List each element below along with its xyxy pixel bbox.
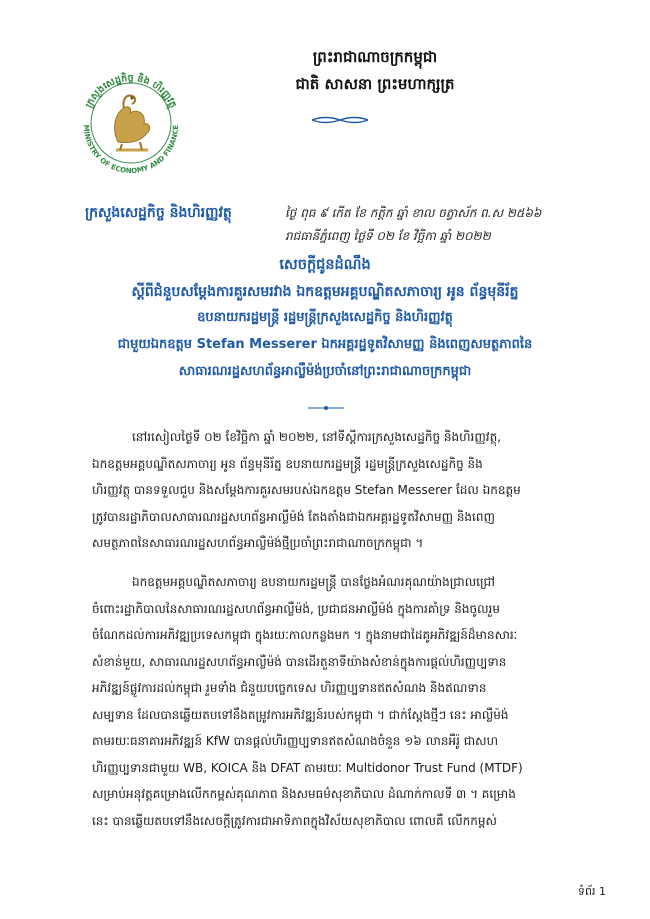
notice-title-line-1: ស្តីពីជំនួបសម្តែងការគួរសមរវាង ឯកឧត្តមអគ្គបណ្ឌិតសភាចារ្យ អូន ព័ន្ធមុនីរ័ត្ន xyxy=(131,284,519,300)
svg-text:ក្រសួងសេដ្ឋកិច្ច និង ហិរញ្ញវត្ xyxy=(84,71,179,110)
ministry-logo xyxy=(72,64,190,182)
p1-line-2: ឯកឧត្តមអគ្គបណ្ឌិតសភាចារ្យ អូន ព័ន្ធមុនីរ័ត្ន ឧបនាយករដ្ឋមន្ត្រី រដ្ឋមន្ត្រីក្រសួងសេដ្ឋកិច្ច និង xyxy=(92,456,483,471)
p2-line-8: ហិរញ្ញប្បទានជាមួយ WB, KOICA និង DFAT តាមរយៈ Multidonor Trust Fund (MTDF) xyxy=(92,760,523,775)
ornament-divider xyxy=(310,112,370,126)
p2-line-1: ឯកឧត្តមអគ្គបណ្ឌិតសភាចារ្យ ឧបនាយករដ្ឋមន្ត្រី បានថ្លែងអំណរគុណយ៉ាងជ្រាលជ្រៅ xyxy=(132,575,495,589)
notice-heading: សេចក្តីជូនដំណឹង xyxy=(279,257,371,273)
p2-line-7: តាមរយៈធនាគារអភិវឌ្ឍន៍ KfW បានផ្តល់ហិរញ្ញប្បទានឥតសំណងចំនួន ១៦ លានអឺរ៉ូ ជាសហ xyxy=(92,734,498,748)
notice-title-line-2: ឧបនាយករដ្ឋមន្ត្រី រដ្ឋមន្ត្រីក្រសួងសេដ្ឋកិច្ច និងហិរញ្ញវត្ថុ xyxy=(197,310,453,325)
solar-date: រាជធានីភ្នំពេញ ថ្ងៃទី ០២ ខែ វិច្ឆិកា ឆ្នាំ ២០២២ xyxy=(285,229,491,243)
p2-line-10: នេះ បានឆ្លើយតបទៅនឹងសេចក្តីត្រូវការជាអាទិភាពក្នុងវិស័យសុខាភិបាល ពោលគឺ លើកកម្ពស់ xyxy=(92,813,497,828)
p1-line-4: ត្រូវបានរដ្ឋាភិបាលសាធារណរដ្ឋសហព័ន្ធអាល្លឺម៉ង់ តែងតាំងជាឯកអគ្គរដ្ឋទូតវិសាមញ្ញ និងពេញ xyxy=(92,509,495,524)
notice-title-line-4: សាធារណរដ្ឋសហព័ន្ធអាល្លឺម៉ង់ប្រចាំនៅព្រះរាជាណាចក្រកម្ពុជា xyxy=(178,364,472,379)
p1-line-1: នៅរសៀលថ្ងៃទី ០២ ខែវិច្ឆិកា ឆ្នាំ ២០២២, នៅទីស្តីការក្រសួងសេដ្ឋកិច្ច និងហិរញ្ញវត្ថុ, xyxy=(132,430,502,444)
p2-line-3: ចំណែកដល់ការអភិវឌ្ឍប្រទេសកម្ពុជា ក្នុងរយៈកាលកន្លងមក ។ ក្នុងនាមជាដៃគូអភិវឌ្ឍន៍ដ៏មានសារៈ xyxy=(92,628,518,642)
logo-text-bottom: MINISTRY OF ECONOMY AND FINANCE xyxy=(81,124,181,176)
paragraph-1 xyxy=(92,424,602,557)
p2-line-6: សម្បទាន ដែលបានឆ្លើយតបទៅនឹងតម្រូវការអភិវឌ្ឍន៍របស់កម្ពុជា ។ ជាក់ស្តែងថ្មីៗ នេះ អាល្លឺម៉ង់ xyxy=(92,707,509,722)
ministry-name: ក្រសួងសេដ្ឋកិច្ច និងហិរញ្ញវត្ថុ xyxy=(85,205,232,221)
p2-line-9: សម្រាប់អនុវត្តគម្រោងលើកកម្ពស់គុណភាព និងសមធម៌សុខាភិបាល ដំណាក់កាលទី ៣ ។ គម្រោង xyxy=(92,787,516,801)
p2-line-5: អភិវឌ្ឍន៍ផ្លូវការដល់កម្ពុជា រួមទាំង ជំនួយបច្ចេកទេស ហិរញ្ញប្បទានឥតសំណង និងឥណទាន xyxy=(92,681,487,695)
page-number: ទំព័រ 1 xyxy=(578,885,606,898)
paragraph-2 xyxy=(92,569,602,834)
p1-line-3: ហិរញ្ញវត្ថុ បានទទួលជួប និងសម្តែងការគួរសមរបស់ឯកឧត្តម Stefan Messerer ដែល ឯកឧត្តម xyxy=(92,483,521,497)
p2-line-2: ចំពោះរដ្ឋាភិបាលនៃសាធារណរដ្ឋសហព័ន្ធអាល្លឺម៉ង់, ប្រជាជនអាល្លឺម៉ង់ ក្នុងការគាំទ្រ និងចូលរួម xyxy=(92,601,500,616)
lunar-date: ថ្ងៃ ពុធ ៩ កើត ខែ កត្តិក ឆ្នាំ ខាល ចត្វាស័ក ព.ស ២៥៦៦ xyxy=(285,206,542,220)
p1-line-5: សមត្ថភាពនៃសាធារណរដ្ឋសហព័ន្ធអាល្លឺម៉ង់ថ្មីប្រចាំព្រះរាជាណាចក្រកម្ពុជា ។ xyxy=(92,536,424,550)
notice-title-line-3: ជាមួយឯកឧត្តម Stefan Messerer ឯកអគ្គរដ្ឋទូតវិសាមញ្ញ និងពេញសមត្ថភាពនៃ xyxy=(117,337,533,352)
p2-line-4: សំខាន់មួយ, សាធារណរដ្ឋសហព័ន្ធអាល្លឺម៉ង់ បានដើរតួនាទីយ៉ាងសំខាន់ក្នុងការផ្តល់ហិរញ្ញប្បទាន xyxy=(92,654,507,669)
national-motto: ជាតិ សាសនា ព្រះមហាក្សត្រ xyxy=(295,75,455,93)
logo-text-top: ក្រសួងសេដ្ឋកិច្ច និង ហិរញ្ញវត្ថុ xyxy=(83,72,179,110)
small-ornament xyxy=(306,397,346,405)
kingdom-title: ព្រះរាជាណាចក្រកម្ពុជា xyxy=(312,48,438,66)
hamsa-bird-icon xyxy=(115,96,150,150)
